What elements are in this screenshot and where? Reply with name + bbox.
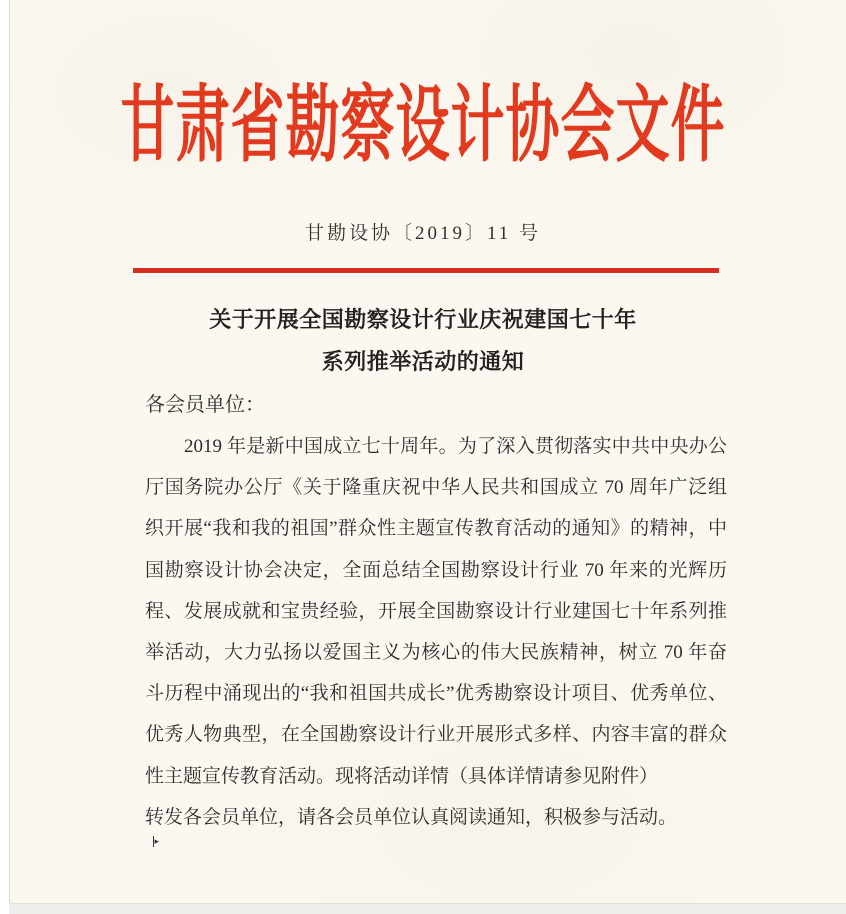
body-line: 织开展“我和我的祖国”群众性主题宣传教育活动的通知》的精神，中 — [145, 518, 727, 540]
red-header-masthead — [0, 74, 846, 172]
body-line: 举活动，大力弘扬以爱国主义为核心的伟大民族精神，树立 70 年奋 — [145, 641, 727, 663]
body-line: 程、发展成就和宝贵经验，开展全国勘察设计行业建国七十年系列推 — [145, 600, 727, 622]
association-name-title: 甘肃省勘察设计协会文件 — [120, 78, 726, 172]
body-line: 国勘察设计协会决定，全面总结全国勘察设计行业 70 年来的光辉历 — [145, 559, 727, 581]
notice-body — [145, 426, 727, 838]
body-line: 转发各会员单位，请各会员单位认真阅读通知，积极参与活动。 — [145, 806, 678, 828]
body-line: 厅国务院办公厅《关于隆重庆祝中华人民共和国成立 70 周年广泛组 — [145, 477, 727, 499]
body-line: 2019 年是新中国成立七十周年。为了深入贯彻落实中共中央办公 — [184, 436, 727, 457]
red-divider-line — [133, 268, 719, 273]
document-number: 甘勘设协〔2019〕11 号 — [304, 223, 542, 244]
body-line: 优秀人物典型，在全国勘察设计行业开展形式多样、内容丰富的群众 — [145, 724, 727, 746]
notice-title-line1: 关于开展全国勘察设计行业庆祝建国七十年 — [209, 307, 637, 332]
body-line: 性主题宣传教育活动。现将活动详情（具体详情请参见附件） — [145, 765, 659, 787]
salutation: 各会员单位： — [145, 394, 265, 416]
notice-title-line2: 系列推举活动的通知 — [321, 349, 525, 374]
pen-tick-mark-icon: ▸ — [154, 836, 160, 846]
scan-edge-left — [0, 0, 10, 914]
body-line: 斗历程中涌现出的“我和祖国共成长”优秀勘察设计项目、优秀单位、 — [145, 683, 727, 705]
scan-edge-bottom — [9, 903, 846, 914]
